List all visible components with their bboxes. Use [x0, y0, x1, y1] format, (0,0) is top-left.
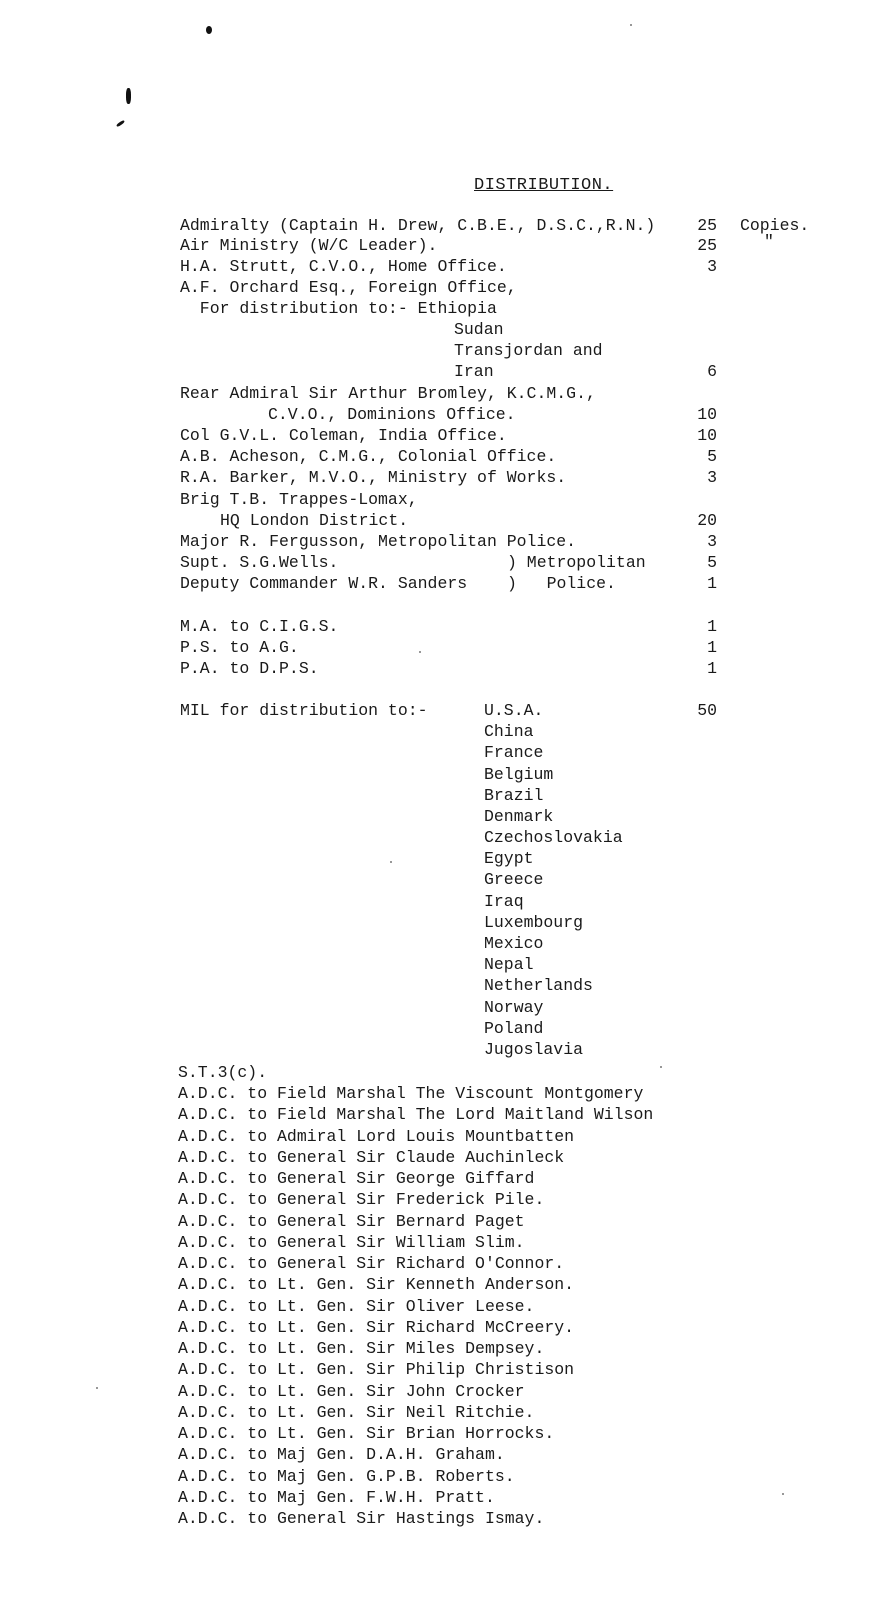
- ink-blot: [126, 88, 131, 104]
- copies-count: 1: [707, 617, 717, 636]
- scan-speck: [630, 24, 632, 26]
- copies-count: 1: [707, 638, 717, 657]
- section-label: S.T.3(c).: [178, 1063, 268, 1082]
- list-item: Deputy Commander W.R. Sanders: [180, 574, 468, 593]
- country: U.S.A.: [484, 701, 544, 720]
- list-item: A.D.C. to Lt. Gen. Sir Oliver Leese.: [178, 1297, 535, 1316]
- list-item: A.D.C. to Field Marshal The Viscount Montgomery: [178, 1084, 644, 1103]
- ink-blot: [116, 120, 125, 128]
- copies-count: 5: [707, 553, 717, 572]
- copies-count: 50: [697, 701, 717, 720]
- list-item: A.D.C. to Lt. Gen. Sir John Crocker: [178, 1382, 525, 1401]
- list-item: Brig T.B. Trappes-Lomax,: [180, 490, 418, 509]
- list-item: A.D.C. to Lt. Gen. Sir Brian Horrocks.: [178, 1424, 555, 1443]
- list-item: A.D.C. to General Sir William Slim.: [178, 1233, 525, 1252]
- list-item: A.D.C. to General Sir Frederick Pile.: [178, 1190, 545, 1209]
- copies-count: 10: [697, 405, 717, 424]
- list-item: A.D.C. to Lt. Gen. Sir Richard McCreery.: [178, 1318, 575, 1337]
- copies-count: 25: [697, 236, 717, 255]
- country: France: [484, 743, 544, 762]
- scan-speck: [390, 861, 392, 863]
- scan-speck: [419, 651, 421, 653]
- list-item: H.A. Strutt, C.V.O., Home Office.: [180, 257, 507, 276]
- page-title: DISTRIBUTION.: [474, 176, 614, 195]
- ditto-mark: ": [764, 232, 774, 251]
- list-item: A.D.C. to Maj Gen. G.P.B. Roberts.: [178, 1467, 515, 1486]
- list-item: A.D.C. to General Sir Claude Auchinleck: [178, 1148, 565, 1167]
- list-item: HQ London District.: [220, 511, 409, 530]
- list-item: Major R. Fergusson, Metropolitan Police.: [180, 532, 577, 551]
- list-item: A.D.C. to Lt. Gen. Sir Kenneth Anderson.: [178, 1275, 575, 1294]
- country: Poland: [484, 1019, 544, 1038]
- list-item: A.D.C. to Lt. Gen. Sir Neil Ritchie.: [178, 1403, 535, 1422]
- copies-count: 1: [707, 574, 717, 593]
- scan-speck: [660, 1066, 662, 1068]
- country: Nepal: [484, 955, 534, 974]
- copies-count: 20: [697, 511, 717, 530]
- list-item: Col G.V.L. Coleman, India Office.: [180, 426, 507, 445]
- copies-count: 6: [707, 362, 717, 381]
- list-item: A.D.C. to General Sir Hastings Ismay.: [178, 1509, 545, 1528]
- list-item: Air Ministry (W/C Leader).: [180, 236, 438, 255]
- country: Luxembourg: [484, 913, 584, 932]
- list-item: R.A. Barker, M.V.O., Ministry of Works.: [180, 468, 567, 487]
- copies-count: 10: [697, 426, 717, 445]
- bracket-label: ) Police.: [507, 574, 616, 593]
- bracket-label: ) Metropolitan: [507, 553, 646, 572]
- country: Czechoslovakia: [484, 828, 623, 847]
- list-item: A.D.C. to General Sir Bernard Paget: [178, 1212, 525, 1231]
- list-item: P.A. to D.P.S.: [180, 659, 319, 678]
- list-item: A.D.C. to Admiral Lord Louis Mountbatten: [178, 1127, 575, 1146]
- list-item: Transjordan and: [454, 341, 603, 360]
- list-item: A.B. Acheson, C.M.G., Colonial Office.: [180, 447, 557, 466]
- country: Mexico: [484, 934, 544, 953]
- list-item: Sudan: [454, 320, 504, 339]
- country: Netherlands: [484, 976, 593, 995]
- copies-count: 3: [707, 532, 717, 551]
- country: Jugoslavia: [484, 1040, 584, 1059]
- list-item: Iran: [454, 362, 494, 381]
- copies-count: 25: [697, 216, 717, 235]
- scan-speck: [782, 1493, 784, 1495]
- copies-count: 3: [707, 257, 717, 276]
- country: Belgium: [484, 765, 554, 784]
- country: Denmark: [484, 807, 554, 826]
- list-item: A.F. Orchard Esq., Foreign Office,: [180, 278, 517, 297]
- list-item: Admiralty (Captain H. Drew, C.B.E., D.S.C.,R.N.): [180, 216, 656, 235]
- list-item: A.D.C. to General Sir George Giffard: [178, 1169, 535, 1188]
- ink-blot: [206, 26, 212, 34]
- country: China: [484, 722, 534, 741]
- country: Iraq: [484, 892, 524, 911]
- list-item: P.S. to A.G.: [180, 638, 299, 657]
- country: Greece: [484, 870, 544, 889]
- copies-count: 5: [707, 447, 717, 466]
- mil-label: MIL for distribution to:-: [180, 701, 428, 720]
- list-item: A.D.C. to Maj Gen. D.A.H. Graham.: [178, 1445, 505, 1464]
- country: Norway: [484, 998, 544, 1017]
- list-item: Supt. S.G.Wells.: [180, 553, 339, 572]
- list-item: M.A. to C.I.G.S.: [180, 617, 339, 636]
- list-item: For distribution to:- Ethiopia: [180, 299, 497, 318]
- list-item: A.D.C. to Lt. Gen. Sir Philip Christison: [178, 1360, 575, 1379]
- list-item: A.D.C. to Field Marshal The Lord Maitland Wilson: [178, 1105, 654, 1124]
- scan-speck: [96, 1387, 98, 1389]
- country: Brazil: [484, 786, 544, 805]
- list-item: Rear Admiral Sir Arthur Bromley, K.C.M.G.,: [180, 384, 596, 403]
- country: Egypt: [484, 849, 534, 868]
- list-item: A.D.C. to Maj Gen. F.W.H. Pratt.: [178, 1488, 495, 1507]
- list-item: A.D.C. to Lt. Gen. Sir Miles Dempsey.: [178, 1339, 545, 1358]
- list-item: A.D.C. to General Sir Richard O'Connor.: [178, 1254, 565, 1273]
- copies-count: 1: [707, 659, 717, 678]
- copies-label: Copies.: [740, 216, 810, 235]
- list-item: C.V.O., Dominions Office.: [268, 405, 516, 424]
- copies-count: 3: [707, 468, 717, 487]
